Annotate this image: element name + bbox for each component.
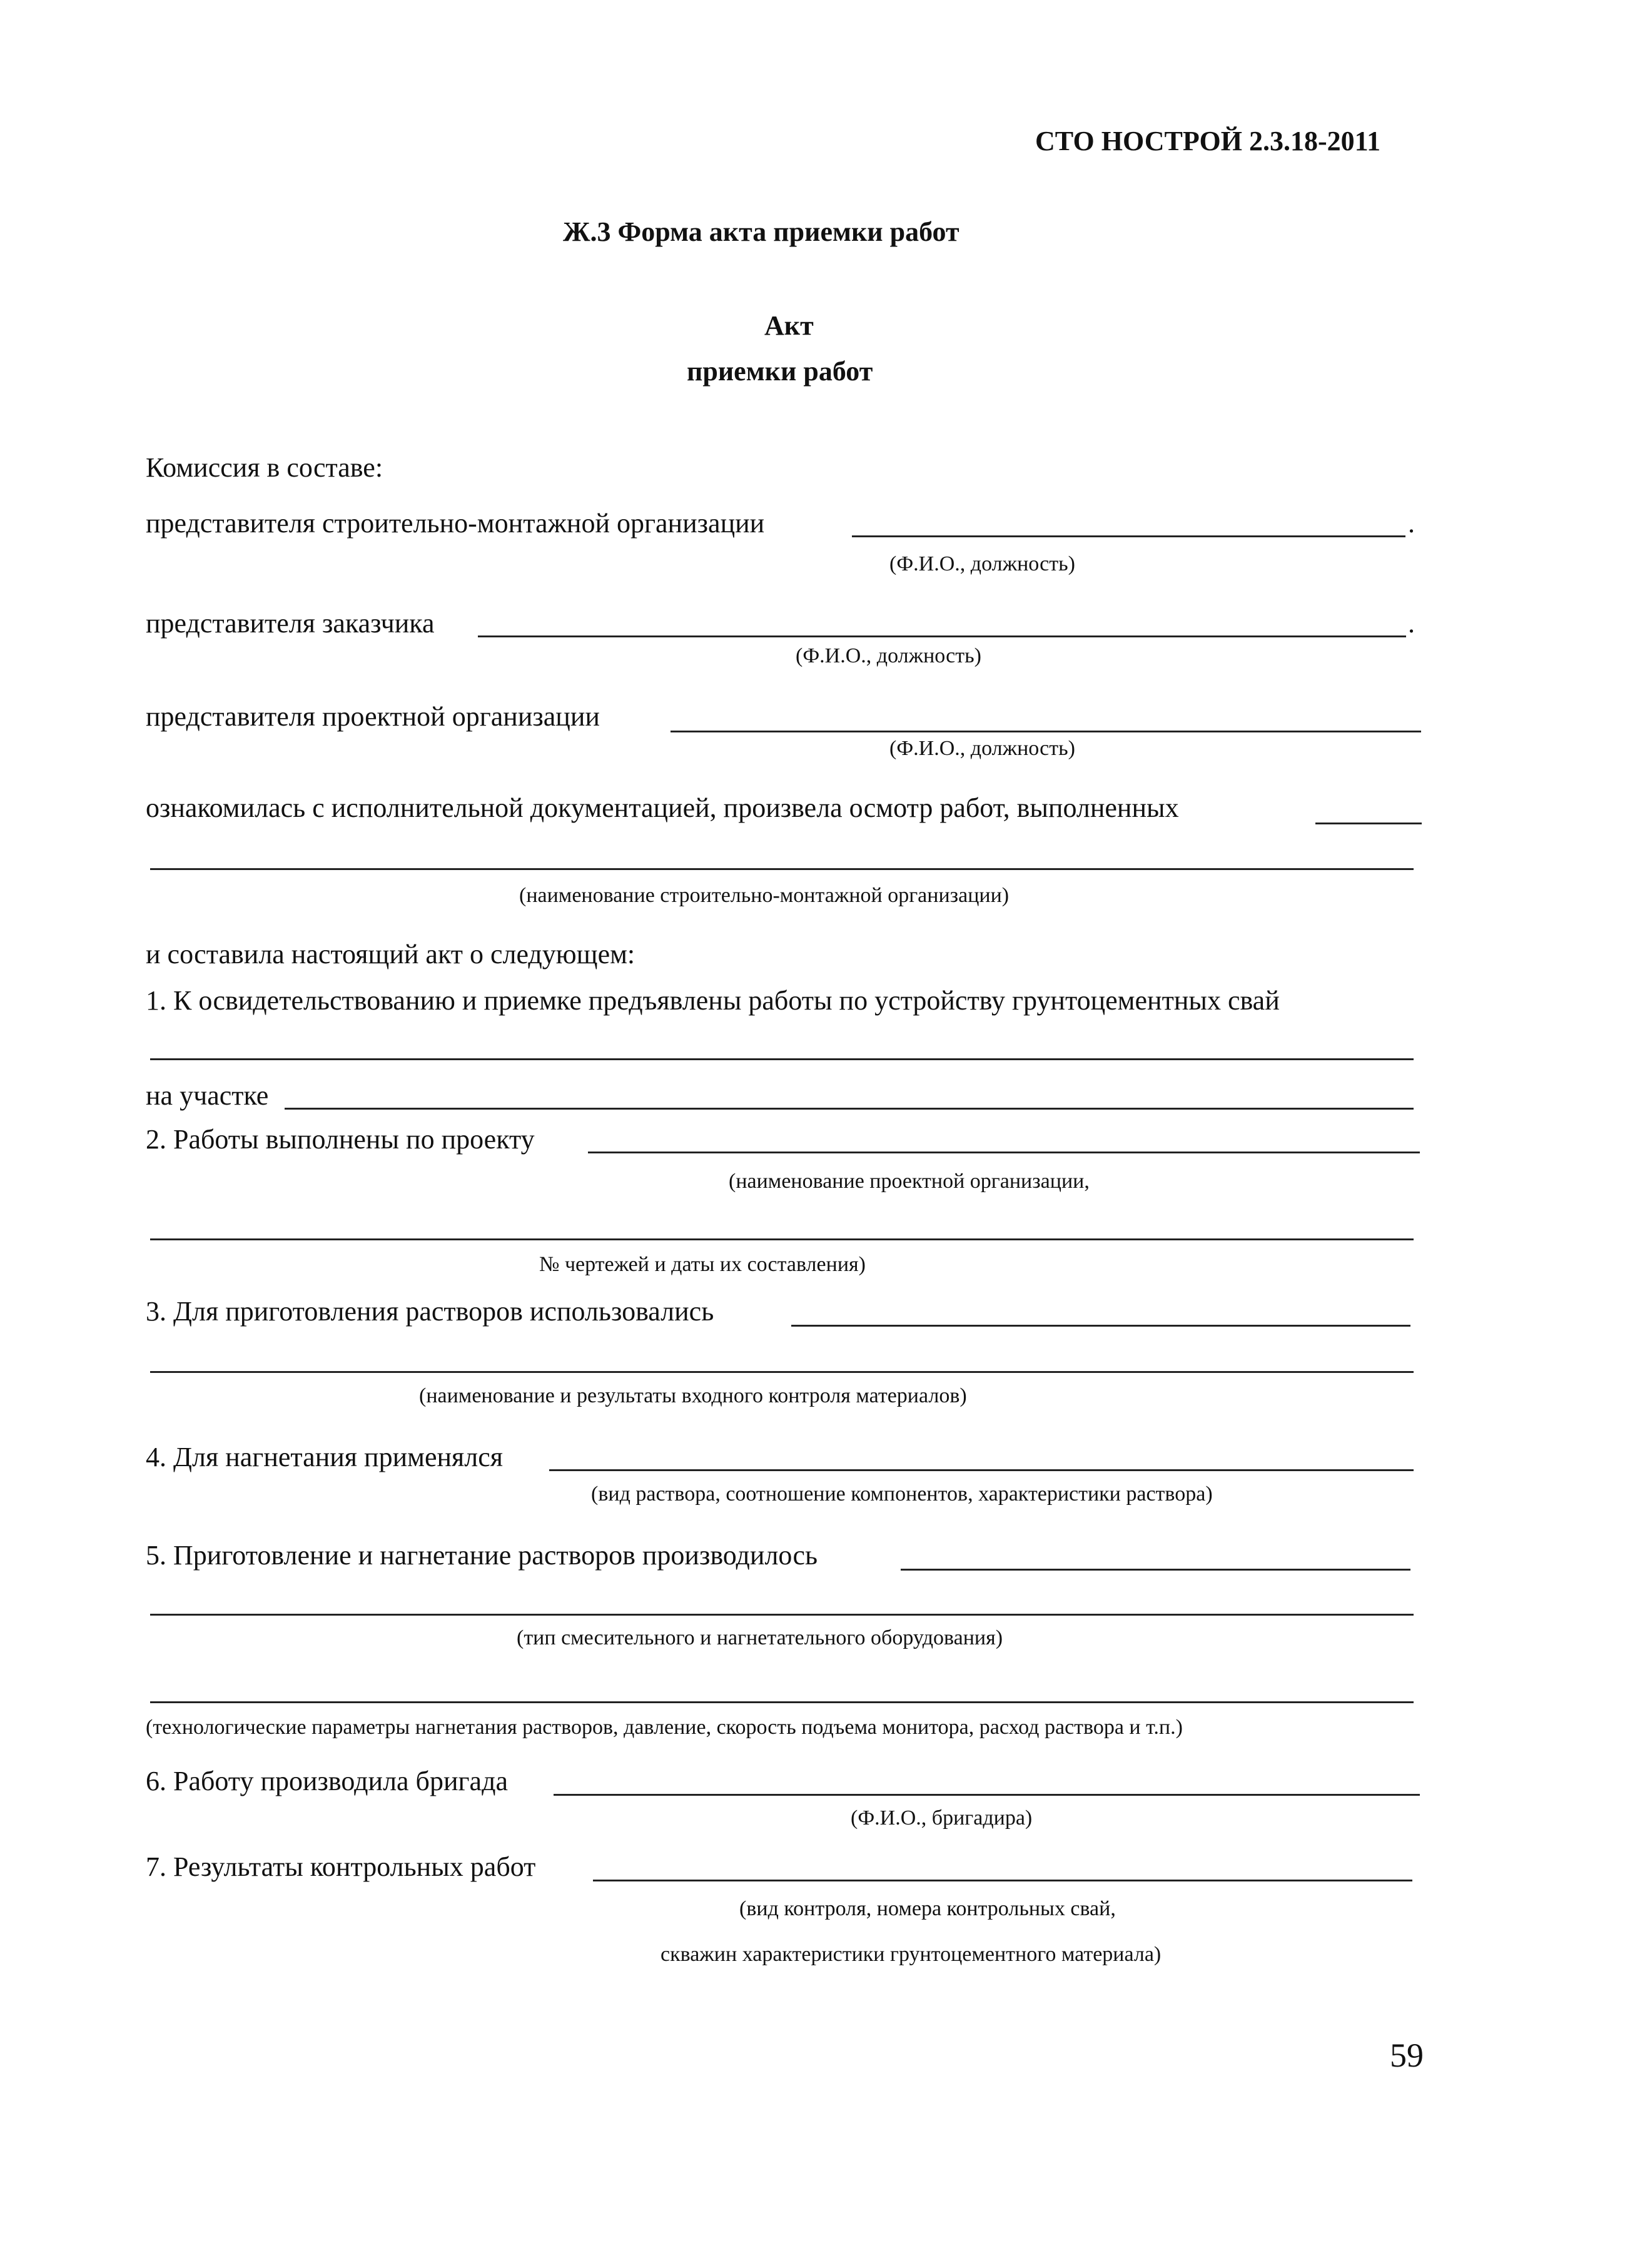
review-field-b[interactable] xyxy=(150,868,1414,870)
rep-designer-label: представителя проектной организации xyxy=(146,701,600,732)
org-name-hint: (наименование строительно-монтажной организации) xyxy=(519,884,1010,907)
item-2-field[interactable] xyxy=(588,1152,1420,1153)
rep-customer-label: представителя заказчика xyxy=(146,608,435,639)
item-7-field[interactable] xyxy=(593,1880,1412,1881)
rep-contractor-period: . xyxy=(1408,508,1415,539)
item-6-label: 6. Работу производила бригада xyxy=(146,1766,508,1796)
act-intro: и составила настоящий акт о следующем: xyxy=(146,939,635,969)
review-text: ознакомилась с исполнительной документацией, произвела осмотр работ, выполненных xyxy=(146,792,1179,823)
item-1-site-label: на участке xyxy=(146,1080,269,1111)
item-5-field[interactable] xyxy=(901,1569,1410,1571)
rep-contractor-field[interactable] xyxy=(852,535,1405,537)
item-3-field-b[interactable] xyxy=(150,1371,1414,1373)
review-field-a[interactable] xyxy=(1315,823,1422,824)
item-5-field-b[interactable] xyxy=(150,1614,1414,1616)
item-6-field[interactable] xyxy=(554,1794,1420,1796)
item-7-hint-1: (вид контроля, номера контрольных свай, xyxy=(739,1897,1116,1920)
page-number: 59 xyxy=(1390,2037,1424,2074)
item-2-hint-1: (наименование проектной организации, xyxy=(729,1170,1090,1193)
item-6-hint: (Ф.И.О., бригадира) xyxy=(851,1806,1033,1830)
rep-customer-field[interactable] xyxy=(478,635,1406,637)
item-1-text: 1. К освидетельствованию и приемке предъявлены работы по устройству грунтоцементных свай xyxy=(146,985,1280,1016)
item-2-field-b[interactable] xyxy=(150,1238,1414,1240)
rep-contractor-label: представителя строительно-монтажной организации xyxy=(146,508,765,539)
rep-customer-hint: (Ф.И.О., должность) xyxy=(796,644,981,667)
item-7-hint-2: скважин характеристики грунтоцементного материала) xyxy=(661,1943,1162,1966)
item-5-field-c[interactable] xyxy=(150,1701,1414,1703)
rep-customer-period: . xyxy=(1408,608,1415,639)
rep-designer-field[interactable] xyxy=(671,731,1421,732)
item-2-hint-2: № чертежей и даты их составления) xyxy=(539,1253,866,1276)
rep-contractor-hint: (Ф.И.О., должность) xyxy=(889,552,1075,575)
item-3-field[interactable] xyxy=(791,1325,1410,1327)
item-2-label: 2. Работы выполнены по проекту xyxy=(146,1124,535,1155)
item-4-field[interactable] xyxy=(549,1469,1414,1471)
item-1-site-field[interactable] xyxy=(285,1108,1414,1110)
item-5-hint-1: (тип смесительного и нагнетательного оборудования) xyxy=(517,1626,1003,1649)
item-4-label: 4. Для нагнетания применялся xyxy=(146,1442,504,1472)
item-1-field[interactable] xyxy=(150,1058,1414,1060)
rep-designer-hint: (Ф.И.О., должность) xyxy=(889,737,1075,760)
section-title: Ж.3 Форма акта приемки работ xyxy=(563,216,959,247)
item-4-hint: (вид раствора, соотношение компонентов, характеристики раствора) xyxy=(591,1482,1213,1506)
item-3-hint: (наименование и результаты входного контроля материалов) xyxy=(419,1384,967,1407)
item-5-label: 5. Приготовление и нагнетание растворов производилось xyxy=(146,1540,818,1571)
act-subtitle: приемки работ xyxy=(687,356,873,387)
commission-intro: Комиссия в составе: xyxy=(146,452,383,483)
item-7-label: 7. Результаты контрольных работ xyxy=(146,1851,536,1882)
standard-code: СТО НОСТРОЙ 2.3.18-2011 xyxy=(1035,126,1381,156)
item-3-label: 3. Для приготовления растворов использовались xyxy=(146,1296,714,1327)
item-5-hint-2: (технологические параметры нагнетания растворов, давление, скорость подъема монитора, расход раствора и т.п.) xyxy=(146,1716,1183,1739)
act-title: Акт xyxy=(764,310,814,341)
